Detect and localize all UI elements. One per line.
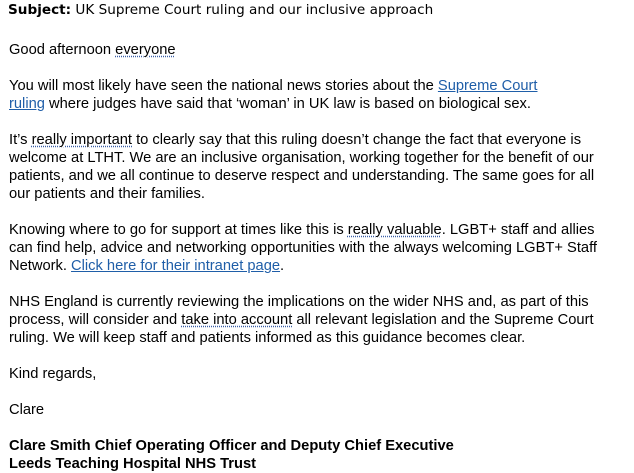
nhs-review-highlight: take into account — [181, 312, 293, 328]
signature-organisation: Leeds Teaching Hospital NHS Trust — [9, 456, 257, 472]
paragraph-news-line-2 — [9, 95, 629, 113]
greeting-prefix: Good afternoon — [9, 42, 116, 58]
paragraph-support-line-1 — [9, 221, 629, 239]
support-prefix: Knowing where to go for support at times like this is — [9, 222, 348, 238]
inclusion-highlight: really important — [31, 132, 132, 148]
paragraph-inclusion-line-4: our patients and their families. — [9, 186, 205, 202]
greeting — [9, 41, 629, 59]
paragraph-inclusion — [9, 131, 629, 203]
support-network-prefix: Network. — [9, 258, 72, 274]
signature — [9, 437, 629, 473]
paragraph-news — [9, 77, 629, 113]
paragraph-inclusion-line-2: welcome at LTHT. We are an inclusive organisation, working together for the benefit of our — [9, 150, 594, 166]
paragraph-nhs-review — [9, 293, 629, 347]
inclusion-rest: to clearly say that this ruling doesn’t change the fact that everyone is — [132, 132, 582, 148]
subject-line — [8, 1, 629, 19]
paragraph-support-line-3 — [9, 257, 629, 275]
paragraph-nhs-review-line-3: ruling. We will keep staff and patients informed as this guidance becomes clear. — [9, 330, 526, 346]
greeting-name: everyone — [115, 42, 176, 58]
nhs-review-prefix: process, will consider and — [9, 312, 182, 328]
sender-first-name: Clare — [9, 402, 45, 418]
supreme-court-link[interactable]: Supreme Court — [437, 78, 538, 94]
paragraph-inclusion-line-1 — [9, 131, 629, 149]
paragraph-nhs-review-line-2 — [9, 311, 629, 329]
news-text-2: where judges have said that ‘woman’ in UK law is based on biological sex. — [44, 96, 531, 112]
paragraph-support — [9, 221, 629, 275]
support-rest: . LGBT+ staff and allies — [441, 222, 595, 238]
subject-text: UK Supreme Court ruling and our inclusive approach — [75, 2, 434, 18]
subject-label: Subject: — [8, 2, 72, 18]
nhs-review-rest: all relevant legislation and the Supreme Court — [292, 312, 594, 328]
paragraph-inclusion-line-3: patients, and we all continue to deserve respect and understanding. The same goes for all — [9, 168, 595, 184]
support-highlight: really valuable — [347, 222, 442, 238]
support-network-suffix: . — [280, 258, 285, 274]
closing: Kind regards, — [9, 366, 97, 382]
news-text-1: You will most likely have seen the national news stories about the — [9, 78, 438, 94]
intranet-page-link[interactable]: Click here for their intranet page — [71, 258, 281, 274]
paragraph-news-line-1 — [9, 77, 629, 95]
email-body — [9, 0, 629, 473]
paragraph-support-line-2: can find help, advice and networking opportunities with the always welcoming LGBT+ Staff — [9, 240, 597, 256]
paragraph-nhs-review-line-1: NHS England is currently reviewing the implications on the wider NHS and, as part of this — [9, 294, 589, 310]
signature-name-title: Clare Smith Chief Operating Officer and Deputy Chief Executive — [9, 438, 454, 454]
inclusion-prefix: It’s — [9, 132, 32, 148]
ruling-link[interactable]: ruling — [9, 96, 45, 112]
